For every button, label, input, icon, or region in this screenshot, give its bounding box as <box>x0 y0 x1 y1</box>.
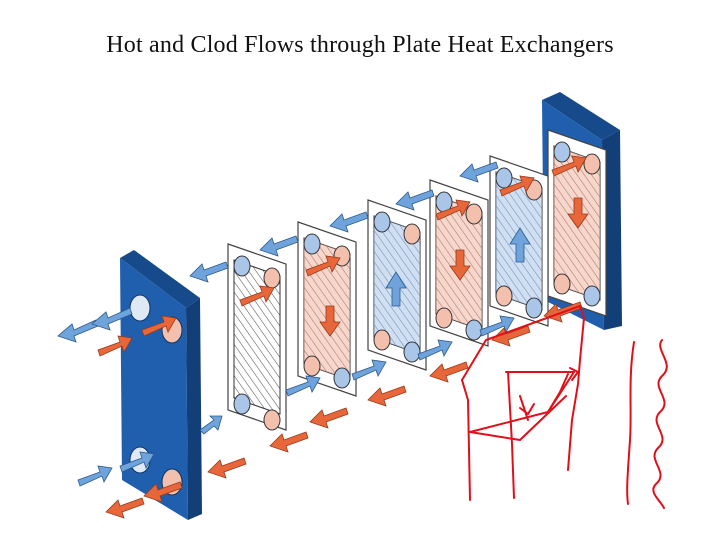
heat-transfer-plate-3 <box>368 200 426 370</box>
heat-transfer-plate-1 <box>228 244 286 430</box>
slide-title: Hot and Clod Flows through Plate Heat Exchangers <box>106 32 614 58</box>
heat-transfer-plate-5 <box>490 156 548 326</box>
heat-transfer-plate-2 <box>298 222 356 396</box>
handwritten-annotation-sketch <box>462 306 667 508</box>
front-frame-plate <box>120 250 202 520</box>
